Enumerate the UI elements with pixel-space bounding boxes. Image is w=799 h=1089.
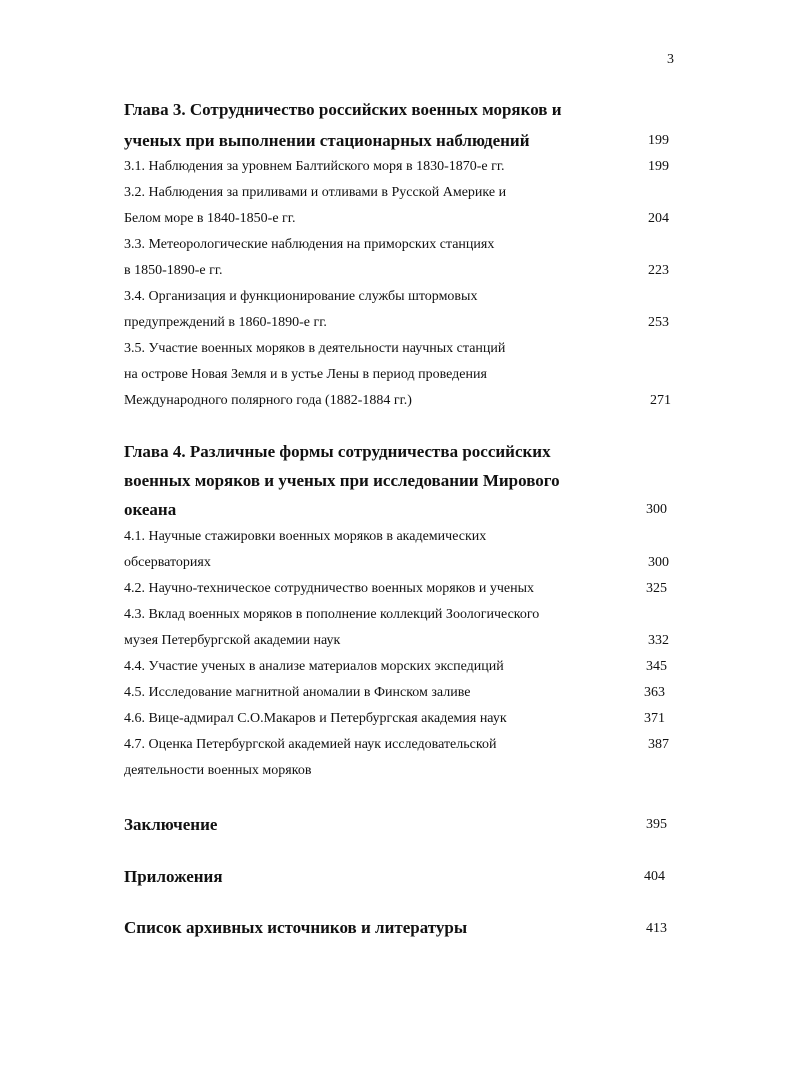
toc-entry-3-5-line-1: 3.5. Участие военных моряков в деятельности научных станций xyxy=(124,341,506,356)
chapter-4-page: 300 xyxy=(646,502,667,517)
chapter-3-title-line-2: ученых при выполнении стационарных наблюдений xyxy=(124,131,530,150)
toc-entry-4-7-line-2: деятельности военных моряков xyxy=(124,763,312,778)
toc-entry-3-3-line-1: 3.3. Метеорологические наблюдения на приморских станциях xyxy=(124,237,495,252)
conclusion-page: 395 xyxy=(646,817,667,832)
page-number: 3 xyxy=(667,52,674,67)
toc-entry-4-3-line-2: музея Петербургской академии наук xyxy=(124,633,341,648)
toc-entry-4-6-page: 371 xyxy=(644,711,665,726)
toc-entry-3-4-page: 253 xyxy=(648,315,669,330)
toc-entry-3-2-page: 204 xyxy=(648,211,669,226)
chapter-3-page: 199 xyxy=(648,133,669,148)
toc-entry-4-4: 4.4. Участие ученых в анализе материалов морских экспедиций xyxy=(124,659,504,674)
toc-entry-4-5-page: 363 xyxy=(644,685,665,700)
toc-entry-3-3-page: 223 xyxy=(648,263,669,278)
toc-entry-4-4-page: 345 xyxy=(646,659,667,674)
toc-entry-3-1-page: 199 xyxy=(648,159,669,174)
toc-entry-4-7-line-1: 4.7. Оценка Петербургской академией наук исследовательской xyxy=(124,737,497,752)
toc-entry-3-4-line-1: 3.4. Организация и функционирование службы штормовых xyxy=(124,289,478,304)
chapter-4-title-line-2: военных моряков и ученых при исследовании Мирового xyxy=(124,471,560,490)
toc-entry-4-1-line-2: обсерваториях xyxy=(124,555,211,570)
toc-entry-3-3-line-2: в 1850-1890-е гг. xyxy=(124,263,223,278)
toc-entry-3-1: 3.1. Наблюдения за уровнем Балтийского моря в 1830-1870-е гг. xyxy=(124,159,505,174)
chapter-4-title-line-1: Глава 4. Различные формы сотрудничества российских xyxy=(124,442,551,461)
toc-entry-3-2-line-1: 3.2. Наблюдения за приливами и отливами в Русской Америке и xyxy=(124,185,507,200)
toc-entry-4-2-page: 325 xyxy=(646,581,667,596)
appendices-page: 404 xyxy=(644,869,665,884)
toc-entry-4-6: 4.6. Вице-адмирал С.О.Макаров и Петербургская академия наук xyxy=(124,711,507,726)
sources-title: Список архивных источников и литературы xyxy=(124,918,468,937)
toc-entry-3-5-line-2: на острове Новая Земля и в устье Лены в период проведения xyxy=(124,367,487,382)
conclusion-title: Заключение xyxy=(124,815,218,834)
appendices-title: Приложения xyxy=(124,867,223,886)
toc-entry-4-7-page: 387 xyxy=(648,737,669,752)
toc-entry-4-1-page: 300 xyxy=(648,555,669,570)
toc-entry-3-4-line-2: предупреждений в 1860-1890-е гг. xyxy=(124,315,327,330)
toc-entry-4-2: 4.2. Научно-техническое сотрудничество военных моряков и ученых xyxy=(124,581,534,596)
sources-page: 413 xyxy=(646,921,667,936)
chapter-4-title-line-3: океана xyxy=(124,500,177,519)
toc-entry-4-1-line-1: 4.1. Научные стажировки военных моряков в академических xyxy=(124,529,487,544)
toc-entry-3-5-line-3: Международного полярного года (1882-1884 гг.) xyxy=(124,393,412,408)
toc-entry-4-5: 4.5. Исследование магнитной аномалии в Финском заливе xyxy=(124,685,471,700)
toc-entry-4-3-line-1: 4.3. Вклад военных моряков в пополнение коллекций Зоологического xyxy=(124,607,540,622)
toc-entry-3-5-page: 271 xyxy=(650,393,671,408)
toc-entry-3-2-line-2: Белом море в 1840-1850-е гг. xyxy=(124,211,296,226)
toc-entry-4-3-page: 332 xyxy=(648,633,669,648)
chapter-3-title-line-1: Глава 3. Сотрудничество российских военных моряков и xyxy=(124,100,562,119)
